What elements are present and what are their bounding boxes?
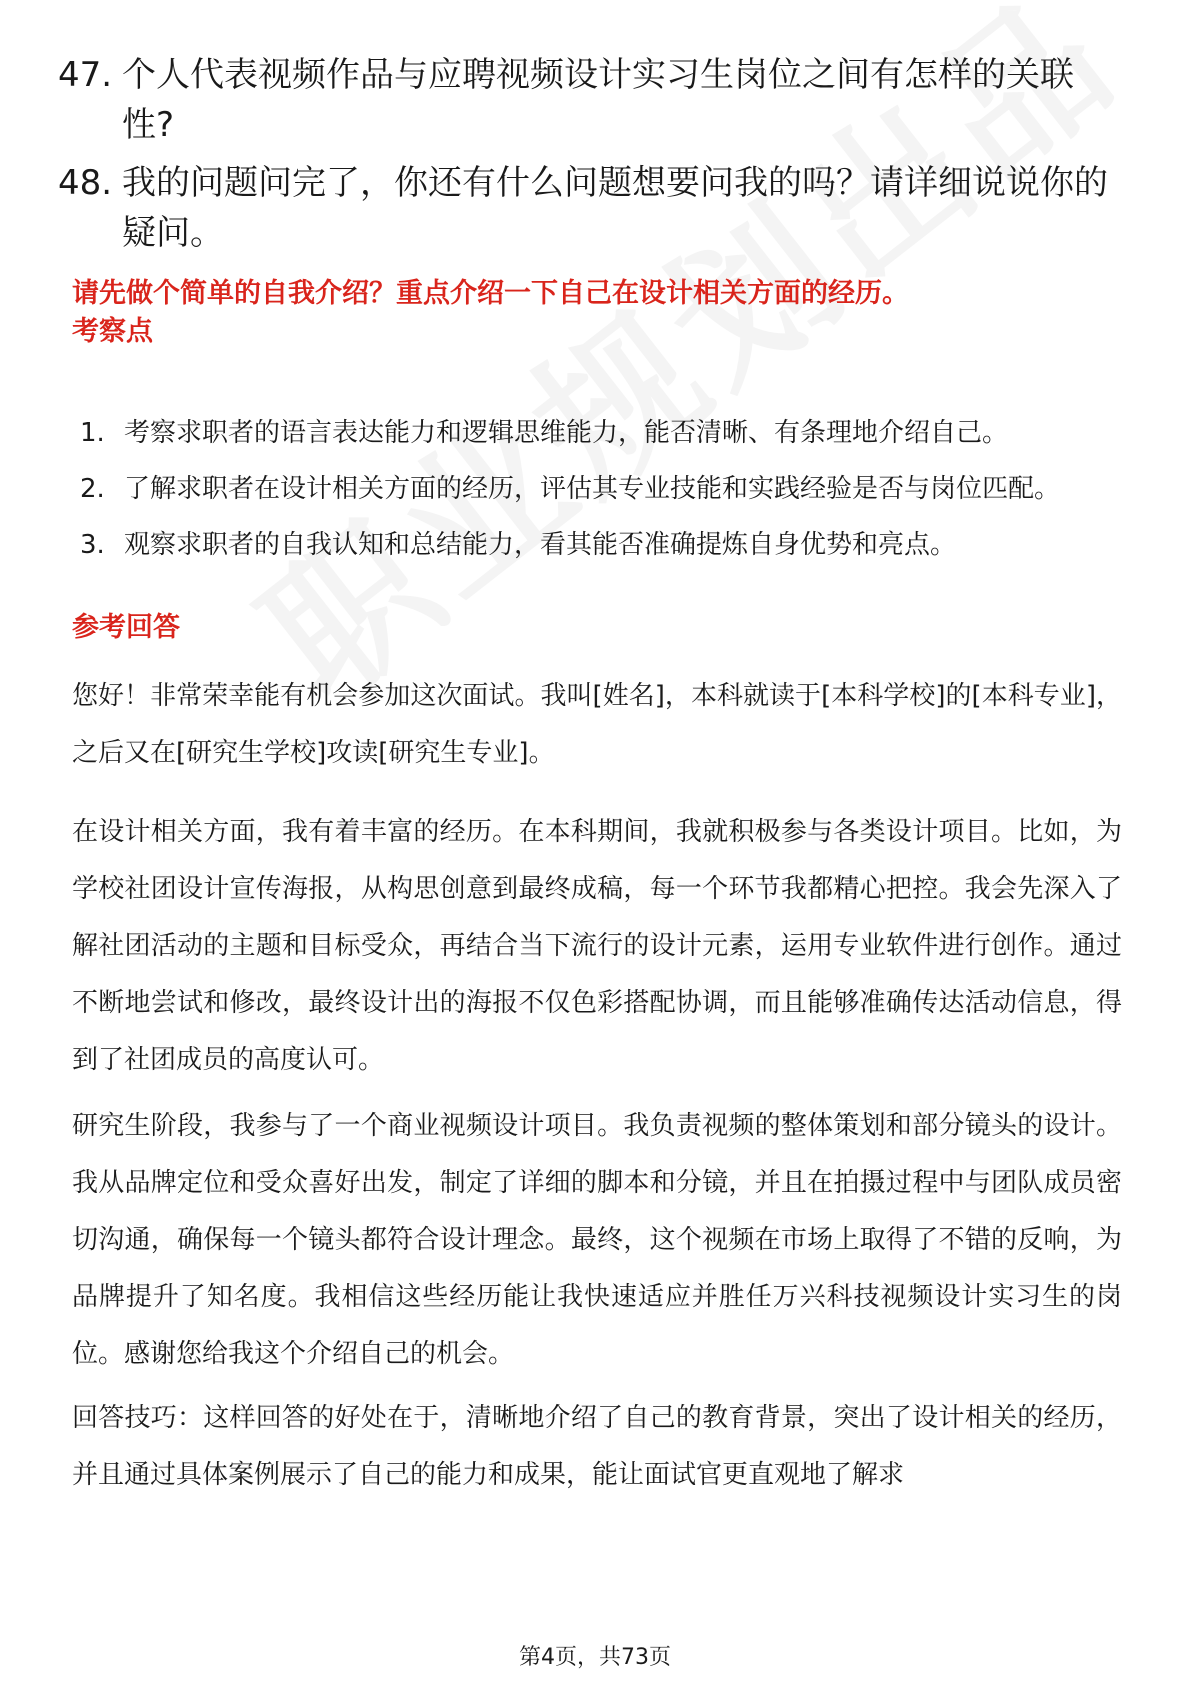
section-title-answer: 参考回答 [72, 612, 180, 643]
question-text: 我的问题问完了，你还有什么问题想要问我的吗？请详细说说你的疑问。 [122, 163, 1108, 253]
list-item-number: 3. [80, 530, 105, 560]
section-title-points: 考察点 [72, 316, 153, 347]
list-item-number: 2. [80, 474, 105, 504]
list-item [80, 405, 1120, 461]
main-question-heading: 请先做个简单的自我介绍？重点介绍一下自己在设计相关方面的经历。 [72, 278, 909, 309]
question-number: 48. [58, 163, 113, 203]
question-list [58, 50, 1118, 266]
question-number: 47. [58, 55, 113, 95]
answer-paragraph-graduate: 研究生阶段，我参与了一个商业视频设计项目。我负责视频的整体策划和部分镜头的设计。我从品牌定位和受众喜好出发，制定了详细的脚本和分镜，并且在拍摄过程中与团队成员密切沟通，确保每一个镜头都符合设计理念。最终，这个视频在市场上取得了不错的反响，为品牌提升了知名度。我相信这些经历能让我快速适应并胜任万兴科技视频设计实习生的岗位。感谢您给我这个介绍自己的机会。 [72, 1111, 1122, 1369]
question-text: 个人代表视频作品与应聘视频设计实习生岗位之间有怎样的关联性? [122, 55, 1074, 145]
list-item [80, 517, 1120, 573]
list-item-number: 1. [80, 418, 105, 448]
assessment-points-list [80, 405, 1120, 573]
question-item [58, 50, 1118, 150]
list-item-text: 了解求职者在设计相关方面的经历，评估其专业技能和实践经验是否与岗位匹配。 [124, 474, 1061, 504]
answer-tips-paragraph: 回答技巧：这样回答的好处在于，清晰地介绍了自己的教育背景，突出了设计相关的经历，并且通过具体案例展示了自己的能力和成果，能让面试官更直观地了解求 [72, 1403, 1122, 1490]
list-item [80, 461, 1120, 517]
list-item-text: 考察求职者的语言表达能力和逻辑思维能力，能否清晰、有条理地介绍自己。 [124, 418, 1009, 448]
answer-paragraph-intro: 您好！非常荣幸能有机会参加这次面试。我叫[姓名]，本科就读于[本科学校]的[本科专业]，之后又在[研究生学校]攻读[研究生专业]。 [72, 681, 1122, 768]
list-item-text: 观察求职者的自我认知和总结能力，看其能否准确提炼自身优势和亮点。 [124, 530, 957, 560]
page-footer: 第4页，共73页 [519, 1645, 671, 1670]
question-item [58, 158, 1118, 258]
answer-paragraph-design: 在设计相关方面，我有着丰富的经历。在本科期间，我就积极参与各类设计项目。比如，为学校社团设计宣传海报，从构思创意到最终成稿，每一个环节我都精心把控。我会先深入了解社团活动的主题和目标受众，再结合当下流行的设计元素，运用专业软件进行创作。通过不断地尝试和修改，最终设计出的海报不仅色彩搭配协调，而且能够准确传达活动信息，得到了社团成员的高度认可。 [72, 817, 1122, 1075]
